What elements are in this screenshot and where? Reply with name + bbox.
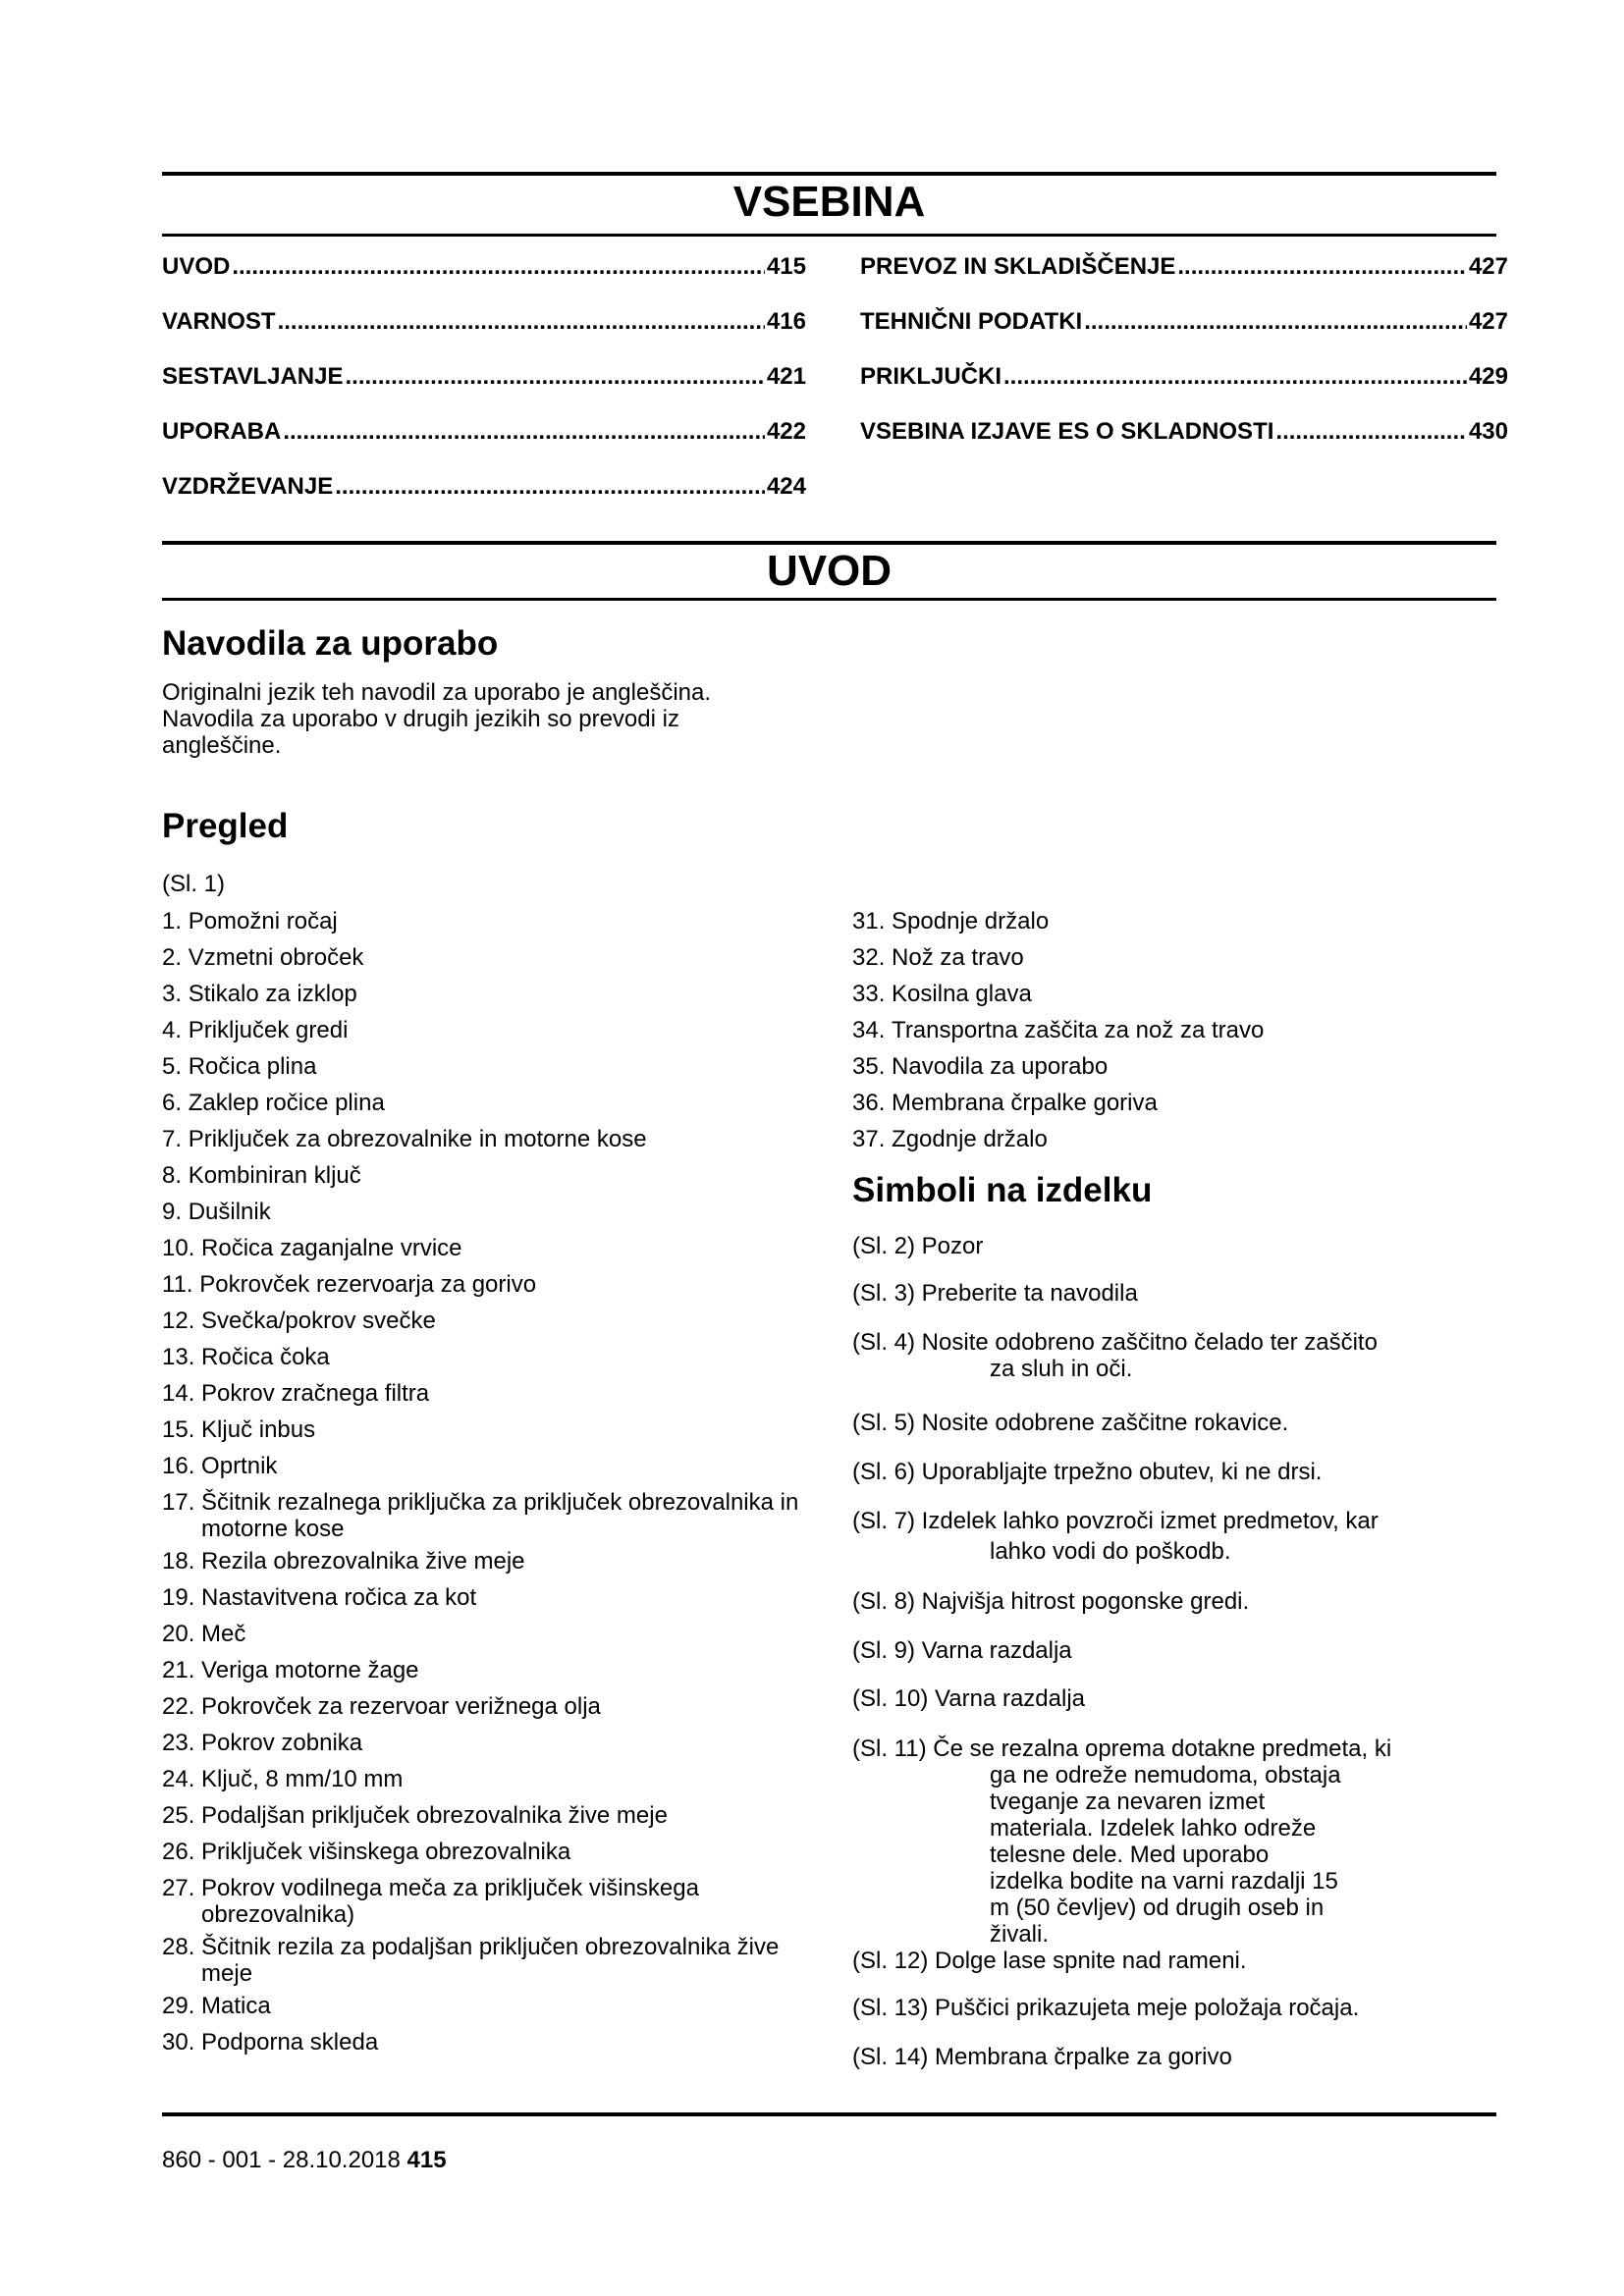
list-item: 17. Ščitnik rezalnega priključka za priključek obrezovalnika in motorne kose	[162, 1489, 799, 1542]
list-item: 15. Ključ inbus	[162, 1416, 316, 1443]
toc-entry[interactable]: VZDRŽEVANJE ..... 424	[162, 473, 806, 528]
toc-bottom-rule	[162, 234, 1496, 237]
list-item: 25. Podaljšan priključek obrezovalnika žive meje	[162, 1802, 668, 1829]
list-item: 36. Membrana črpalke goriva	[852, 1090, 1158, 1116]
list-item: 16. Oprtnik	[162, 1453, 278, 1479]
symbol-item: (Sl. 7) Izdelek lahko povzroči izmet predmetov, kar lahko vodi do poškodb.	[852, 1508, 1379, 1565]
list-item: 18. Rezila obrezovalnika žive meje	[162, 1548, 525, 1575]
list-item: 4. Priključek gredi	[162, 1017, 349, 1043]
symbol-item: (Sl. 11) Če se rezalna oprema dotakne predmeta, ki ga ne odreže nemudoma, obstaja tveganje za nevaren izmet materiala. Izdelek lahko odreže telesne dele. Med uporabo izdelka bodite na varni razdalji 15 m (50 čevljev) od drugih oseb in živali.	[852, 1735, 1392, 1948]
list-item: 9. Dušilnik	[162, 1199, 271, 1225]
doc-code: 860 - 001 - 28.10.2018	[162, 2147, 401, 2173]
page-number: 415	[406, 2147, 447, 2173]
toc-entry[interactable]: PREVOZ IN SKLADIŠČENJE ..... 427	[860, 253, 1508, 308]
footer-rule	[162, 2112, 1496, 2116]
list-item: 24. Ključ, 8 mm/10 mm	[162, 1766, 404, 1792]
symbol-item: (Sl. 14) Membrana črpalke za gorivo	[852, 2044, 1232, 2070]
list-item: 6. Zaklep ročice plina	[162, 1090, 385, 1116]
list-item: 28. Ščitnik rezila za podaljšan priključen obrezovalnika žive meje	[162, 1934, 780, 1987]
list-item: 37. Zgodnje držalo	[852, 1126, 1048, 1152]
list-item: 11. Pokrovček rezervoarja za gorivo	[162, 1271, 537, 1298]
symbol-item: (Sl. 12) Dolge lase spnite nad rameni.	[852, 1948, 1247, 1974]
list-item: 14. Pokrov zračnega filtra	[162, 1380, 430, 1407]
list-item: 19. Nastavitvena ročica za kot	[162, 1584, 477, 1611]
symbol-item: (Sl. 8) Najvišja hitrost pogonske gredi.	[852, 1588, 1250, 1615]
symbols-heading: Simboli na izdelku	[852, 1171, 1153, 1209]
toc-entry[interactable]: VARNOST ..... 416	[162, 308, 806, 363]
list-item: 31. Spodnje držalo	[852, 908, 1050, 934]
manual-text: Originalni jezik teh navodil za uporabo je angleščina. Navodila za uporabo v drugih jezikih so prevodi iz angleščine.	[162, 679, 712, 759]
list-item: 12. Svečka/pokrov svečke	[162, 1308, 436, 1334]
list-item: 23. Pokrov zobnika	[162, 1730, 363, 1756]
list-item: 3. Stikalo za izklop	[162, 981, 357, 1007]
toc-title: VSEBINA	[732, 178, 926, 226]
toc-entry[interactable]: PRIKLJUČKI ..... 429	[860, 363, 1508, 418]
list-item: 21. Veriga motorne žage	[162, 1657, 419, 1683]
list-item: 35. Navodila za uporabo	[852, 1053, 1109, 1080]
overview-heading: Pregled	[162, 807, 289, 845]
list-item: 26. Priključek višinskega obrezovalnika	[162, 1839, 571, 1865]
intro-bottom-rule	[162, 598, 1496, 601]
symbol-item: (Sl. 3) Preberite ta navodila	[852, 1280, 1138, 1307]
list-item: 5. Ročica plina	[162, 1053, 317, 1080]
toc-entry[interactable]: VSEBINA IZJAVE ES O SKLADNOSTI ..... 430	[860, 418, 1508, 473]
toc-entry[interactable]: SESTAVLJANJE ..... 421	[162, 363, 806, 418]
list-item: 7. Priključek za obrezovalnike in motorne kose	[162, 1126, 647, 1152]
manual-heading: Navodila za uporabo	[162, 624, 499, 663]
symbol-item: (Sl. 2) Pozor	[852, 1233, 984, 1259]
page-footer	[162, 2147, 447, 2174]
list-item: 34. Transportna zaščita za nož za travo	[852, 1017, 1265, 1043]
list-item: 20. Meč	[162, 1621, 246, 1647]
intro-top-rule	[162, 541, 1496, 545]
list-item: 22. Pokrovček za rezervoar verižnega olja	[162, 1693, 601, 1720]
list-item: 32. Nož za travo	[852, 944, 1024, 971]
list-item: 30. Podporna skleda	[162, 2029, 379, 2056]
toc-right-column	[860, 253, 1508, 473]
list-item: 1. Pomožni ročaj	[162, 908, 338, 934]
toc-top-rule	[162, 172, 1496, 176]
list-item: 33. Kosilna glava	[852, 981, 1032, 1007]
symbol-item: (Sl. 5) Nosite odobrene zaščitne rokavice.	[852, 1410, 1289, 1436]
toc-entry[interactable]: UPORABA ..... 422	[162, 418, 806, 473]
symbol-item: (Sl. 9) Varna razdalja	[852, 1637, 1072, 1664]
toc-left-column	[162, 253, 806, 528]
list-item: 10. Ročica zaganjalne vrvice	[162, 1235, 462, 1261]
toc-entry[interactable]: UVOD ..... 415	[162, 253, 806, 308]
symbol-item: (Sl. 13) Puščici prikazujeta meje položaja ročaja.	[852, 1995, 1360, 2021]
overview-figure-ref: (Sl. 1)	[162, 871, 226, 897]
symbol-item: (Sl. 10) Varna razdalja	[852, 1685, 1085, 1712]
list-item: 13. Ročica čoka	[162, 1344, 330, 1370]
component-list-right	[852, 908, 1490, 1162]
list-item: 29. Matica	[162, 1993, 271, 2019]
symbol-item: (Sl. 6) Uporabljajte trpežno obutev, ki ne drsi.	[852, 1459, 1323, 1485]
list-item: 8. Kombiniran ključ	[162, 1162, 361, 1189]
component-list-left	[162, 908, 810, 2065]
list-item: 27. Pokrov vodilnega meča za priključek višinskega obrezovalnika)	[162, 1875, 699, 1928]
list-item: 2. Vzmetni obroček	[162, 944, 364, 971]
intro-title: UVOD	[766, 547, 893, 595]
symbol-item: (Sl. 4) Nosite odobreno zaščitno čelado ter zaščito za sluh in oči.	[852, 1329, 1378, 1382]
toc-entry[interactable]: TEHNIČNI PODATKI ..... 427	[860, 308, 1508, 363]
